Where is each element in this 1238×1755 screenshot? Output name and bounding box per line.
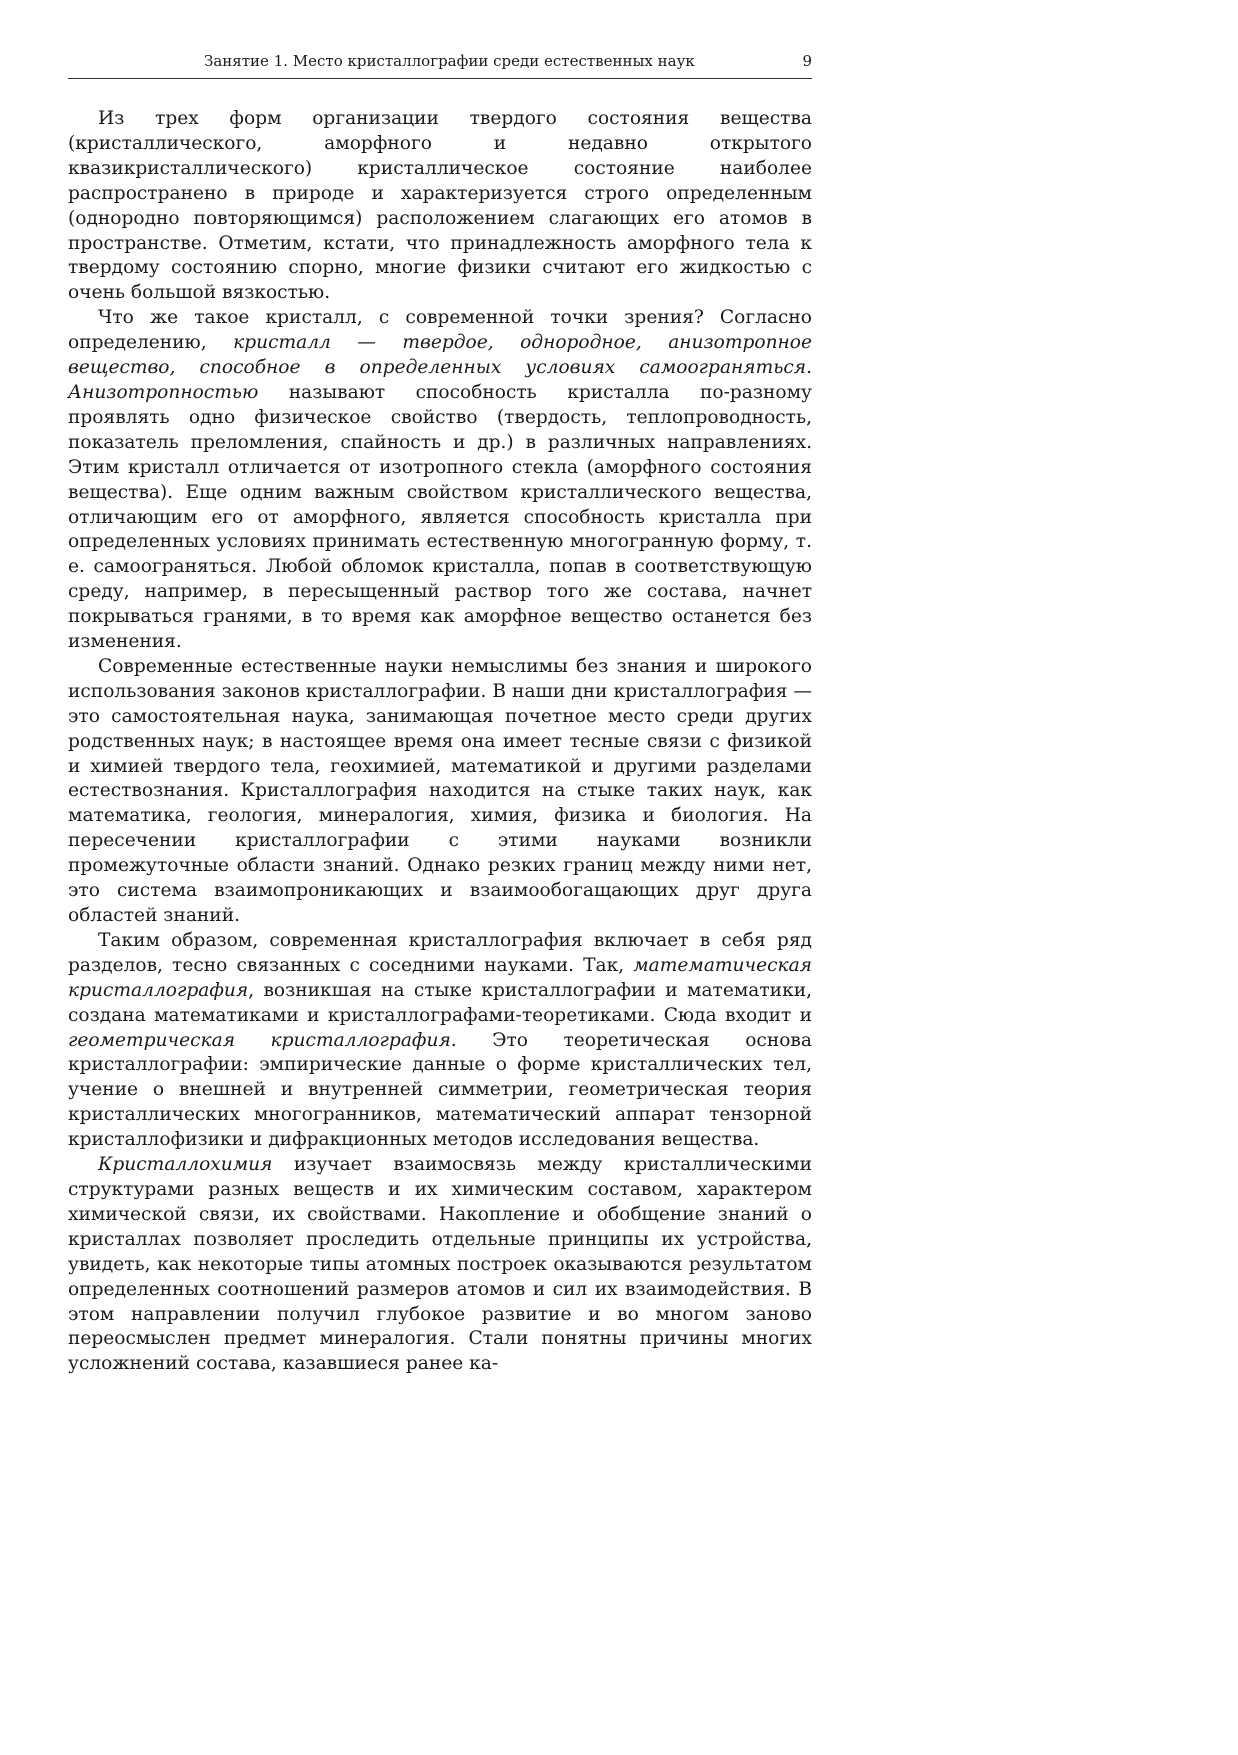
running-header — [68, 52, 812, 79]
chapter-title: Занятие 1. Место кристаллографии среди естественных наук — [204, 52, 695, 70]
text-segment: Таким образом, современная кристаллография включает в себя ряд разделов, тесно связанных с соседними науками. Так, — [68, 929, 812, 976]
paragraph — [68, 1153, 812, 1377]
book-page — [68, 52, 812, 1377]
term-italic: математическая кристаллография — [68, 954, 812, 1001]
text-segment: Современные естественные науки немыслимы без знания и широкого использования законов кристаллографии. В наши дни кристаллография — это самостоятельная наука, занимающая почетное место среди других родственных наук; в настоящее время она имеет тесные связи с физикой и химией твердого тела, геохимией, математикой и другими разделами естествознания. Кристаллография находится на стыке таких наук, как математика, геология, минералогия, химия, физика и биология. На пересечении кристаллографии с этими науками возникли промежуточные области знаний. Однако резких границ между ними нет, это система взаимопроникающих и взаимообогащающих друг друга областей знаний. — [68, 655, 812, 926]
text-segment: Из трех форм организации твердого состояния вещества (кристаллического, аморфного и недавно открытого квазикристаллического) кристаллическое состояние наиболее распространено в природе и характеризуется строго определенным (однородно повторяющимся) расположением слагающих его атомов в пространстве. Отметим, кстати, что принадлежность аморфного тела к твердому состоянию спорно, многие физики считают его жидкостью с очень большой вязкостью. — [68, 108, 812, 304]
text-segment: Что же такое кристалл, с современной точки зрения? Согласно определению, — [68, 307, 812, 354]
paragraph — [68, 655, 812, 929]
paragraph — [68, 929, 812, 1153]
text-segment: , возникшая на стыке кристаллографии и математики, создана математиками и кристаллографами-теоретиками. Сюда входит и — [68, 979, 812, 1026]
text-segment: . Это теоретическая основа кристаллографии: эмпирические данные о форме кристаллических тел, учение о внешней и внутренней симметрии, геометрическая теория кристаллических многогранников, математический аппарат тензорной кристаллофизики и дифракционных методов исследования вещества. — [68, 1029, 812, 1151]
text-segment: изучает взаимосвязь между кристаллическими структурами разных веществ и их химическим составом, характером химической связи, их свойствами. Накопление и обобщение знаний о кристаллах позволяет проследить отдельные принципы их устройства, увидеть, как некоторые типы атомных построек оказываются результатом определенных соотношений размеров атомов и сил их взаимодействия. В этом направлении получил глубокое развитие и во многом заново переосмыслен предмет минералогия. Стали понятны причины многих усложнений состава, казавшиеся ранее ка- — [68, 1154, 812, 1375]
text-segment: называют способность кристалла по-разному проявлять одно физическое свойство (твердость, теплопроводность, показатель преломления, спайность и др.) в различных направлениях. Этим кристалл отличается от изотропного стекла (аморфного состояния вещества). Еще одним важным свойством кристаллического вещества, отличающим его от аморфного, является способность кристалла при определенных условиях принимать естественную многогранную форму, т. е. самоограняться. Любой обломок кристалла, попав в соответствующую среду, например, в пересыщенный раствор того же состава, начнет покрываться гранями, в то время как аморфное вещество останется без изменения. — [68, 381, 812, 653]
paragraph — [68, 306, 812, 655]
term-italic: Кристаллохимия — [98, 1154, 273, 1176]
term-italic: геометрическая кристаллография — [68, 1029, 451, 1051]
body-text — [68, 107, 812, 1377]
definition-italic: кристалл — твердое, однородное, анизотропное вещество, способное в определенных условиях самоограняться. — [68, 332, 813, 379]
term-italic: Анизотропностью — [68, 381, 259, 403]
page-number: 9 — [802, 52, 812, 70]
paragraph — [68, 107, 812, 306]
